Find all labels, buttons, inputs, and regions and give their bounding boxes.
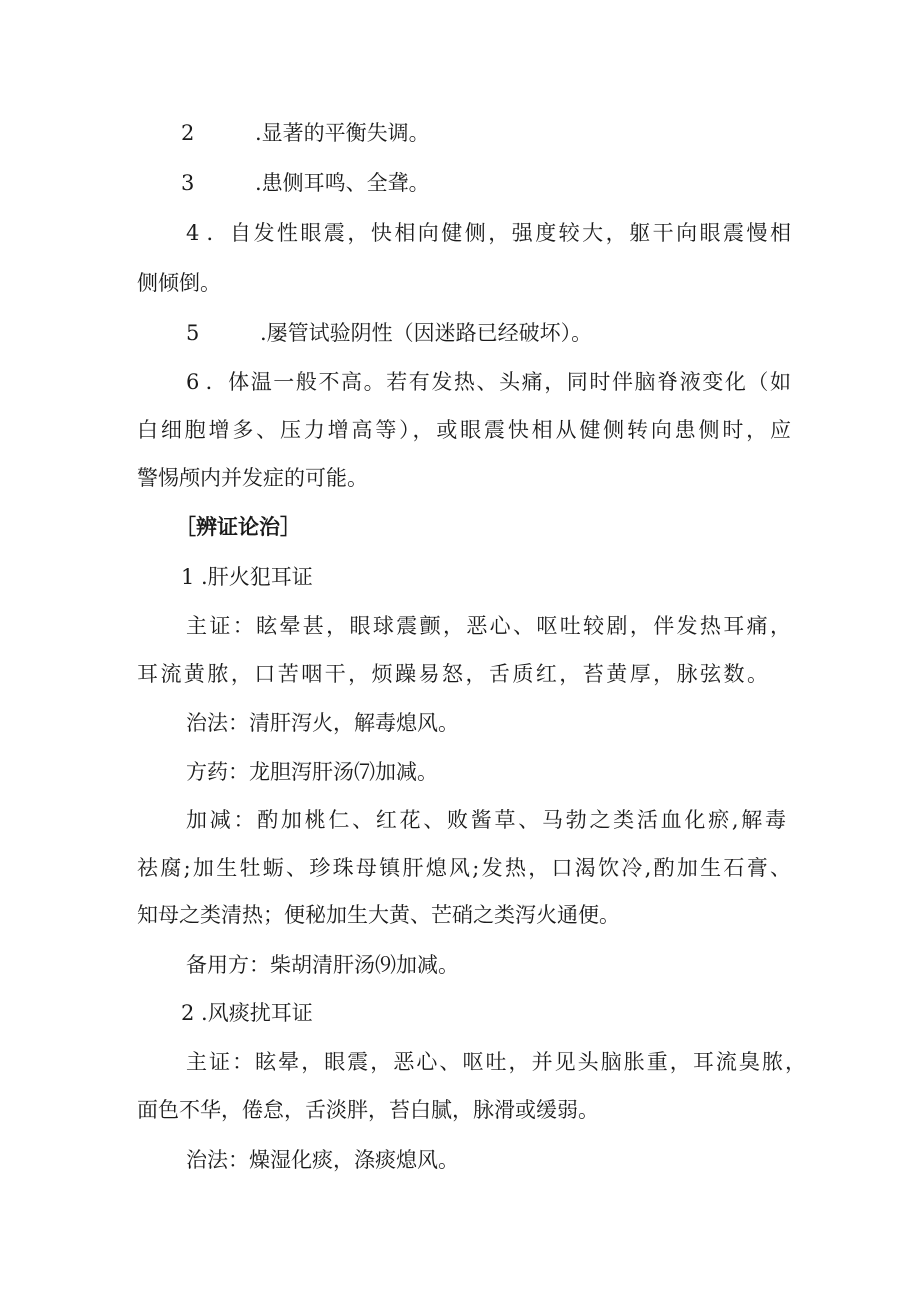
item-text: .显著的平衡失调。 xyxy=(255,121,430,145)
list-item-2 xyxy=(181,118,841,148)
item-text: .患侧耳鸣、全聋。 xyxy=(255,171,430,195)
syndrome-1-main-line-1: 主证：眩晕甚，眼球震颤，恶心、呕吐较剧，伴发热耳痛， xyxy=(186,614,791,638)
syndrome-1-treatment: 治法：清肝泻火，解毒熄风。 xyxy=(186,711,459,735)
syndrome-1-title: 1 .肝火犯耳证 xyxy=(181,565,313,589)
syndrome-1-main-line-2: 耳流黄脓，口苦咽干，烦躁易怒，舌质红，苔黄厚，脉弦数。 xyxy=(137,662,768,686)
item-number: 4 xyxy=(186,221,200,245)
syndrome-2-treatment: 治法：燥湿化痰，涤痰熄风。 xyxy=(186,1148,459,1172)
item-number: 2 xyxy=(181,121,195,145)
list-item-4-line-1 xyxy=(186,218,791,248)
syndrome-2-title: 2 .风痰扰耳证 xyxy=(181,1001,313,1025)
syndrome-2-main-line-2: 面色不华，倦怠，舌淡胖，苔白腻，脉滑或缓弱。 xyxy=(137,1098,599,1122)
list-item-6-line-2: 白细胞增多、压力增高等），或眼震快相从健侧转向患侧时，应 xyxy=(137,418,791,442)
syndrome-1-modification-line-2: 祛腐;加生牡蛎、珍珠母镇肝熄风;发热，口渴饮冷,酌加生石膏、 xyxy=(137,856,791,880)
item-text: ．自发性眼震，快相向健侧，强度较大，躯干向眼震慢相 xyxy=(204,221,791,245)
list-item-3 xyxy=(181,168,841,198)
syndrome-1-modification-line-3: 知母之类清热；便秘加生大黄、芒硝之类泻火通便。 xyxy=(137,903,620,927)
list-item-5 xyxy=(186,318,846,348)
list-item-6-line-1 xyxy=(186,367,791,397)
item-text: .屡管试验阴性（因迷路已经破坏）。 xyxy=(260,321,593,345)
section-heading: ［辨证论治］ xyxy=(175,514,301,539)
syndrome-1-modification-line-1: 加减：酌加桃仁、红花、败酱草、马勃之类活血化瘀,解毒 xyxy=(186,808,786,832)
list-item-4-line-2: 侧倾倒。 xyxy=(137,271,221,295)
syndrome-2-main-line-1: 主证：眩晕，眼震，恶心、呕吐，并见头脑胀重，耳流臭脓， xyxy=(186,1050,806,1074)
item-number: 5 xyxy=(186,321,200,345)
item-text: ．体温一般不高。若有发热、头痛，同时伴脑脊液变化（如 xyxy=(204,370,791,394)
list-item-6-line-3: 警惕颅内并发症的可能。 xyxy=(137,466,368,490)
syndrome-1-formula: 方药：龙胆泻肝汤⑺加减。 xyxy=(186,760,438,784)
item-number: 3 xyxy=(181,171,195,195)
syndrome-1-backup: 备用方：柴胡清肝汤⑼加减。 xyxy=(186,953,459,977)
item-number: 6 xyxy=(186,370,200,394)
